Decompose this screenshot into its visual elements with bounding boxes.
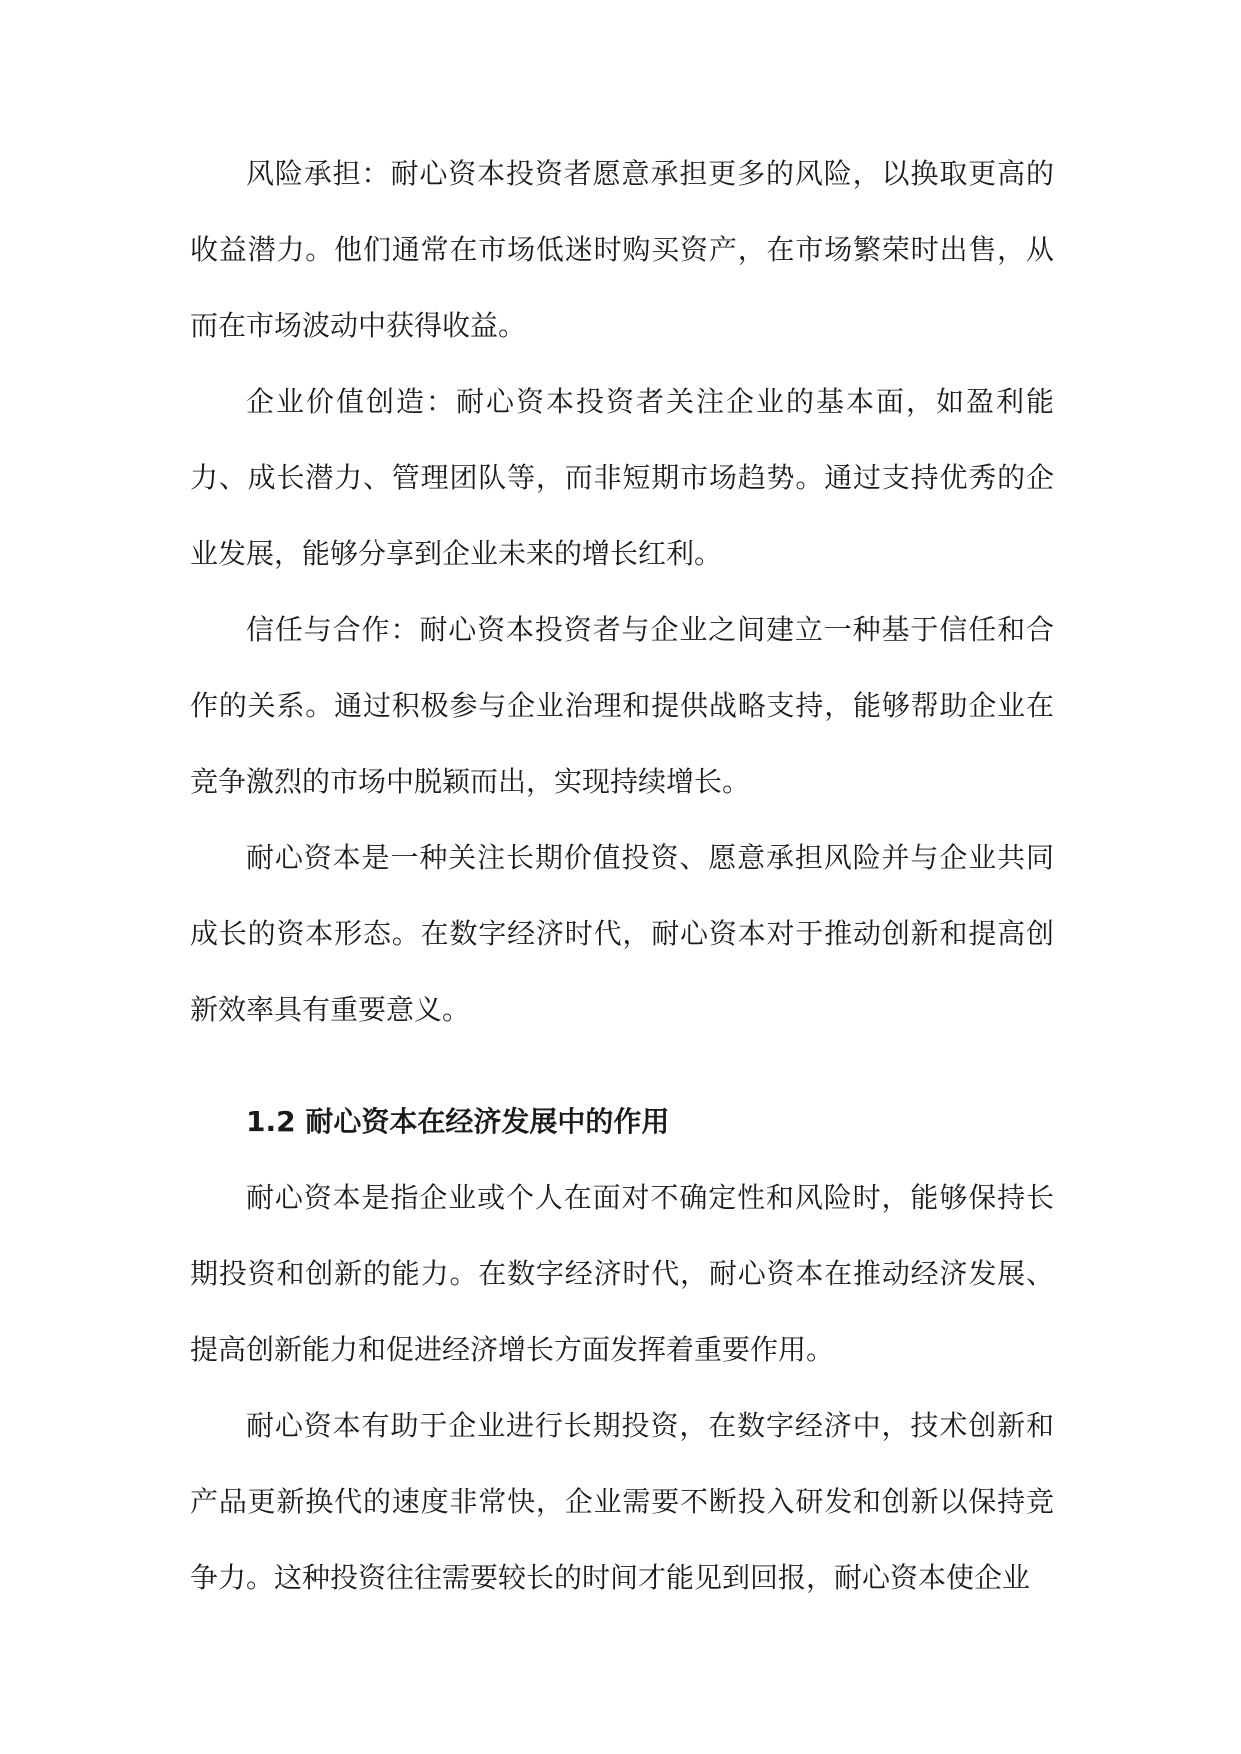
paragraph-value-creation: 企业价值创造：耐心资本投资者关注企业的基本面，如盈利能力、成长潜力、管理团队等，而非短期市场趋势。通过支持优秀的企业发展，能够分享到企业未来的增长红利。	[190, 385, 1054, 570]
paragraph-risk-bearing: 风险承担：耐心资本投资者愿意承担更多的风险，以换取更高的收益潜力。他们通常在市场低迷时购买资产，在市场繁荣时出售，从而在市场波动中获得收益。	[190, 157, 1054, 342]
document-body	[190, 136, 1054, 1616]
paragraph-definition: 耐心资本是指企业或个人在面对不确定性和风险时，能够保持长期投资和创新的能力。在数字经济时代，耐心资本在推动经济发展、提高创新能力和促进经济增长方面发挥着重要作用。	[190, 1181, 1054, 1366]
section-heading: 1.2 耐心资本在经济发展中的作用	[246, 1105, 670, 1138]
paragraph-summary: 耐心资本是一种关注长期价值投资、愿意承担风险并与企业共同成长的资本形态。在数字经济时代，耐心资本对于推动创新和提高创新效率具有重要意义。	[190, 841, 1054, 1026]
paragraph-long-term-investment: 耐心资本有助于企业进行长期投资，在数字经济中，技术创新和产品更新换代的速度非常快，企业需要不断投入研发和创新以保持竞争力。这种投资往往需要较长的时间才能见到回报，耐心资本使企业	[190, 1409, 1054, 1594]
paragraph-trust-cooperation: 信任与合作：耐心资本投资者与企业之间建立一种基于信任和合作的关系。通过积极参与企业治理和提供战略支持，能够帮助企业在竞争激烈的市场中脱颖而出，实现持续增长。	[190, 613, 1054, 798]
